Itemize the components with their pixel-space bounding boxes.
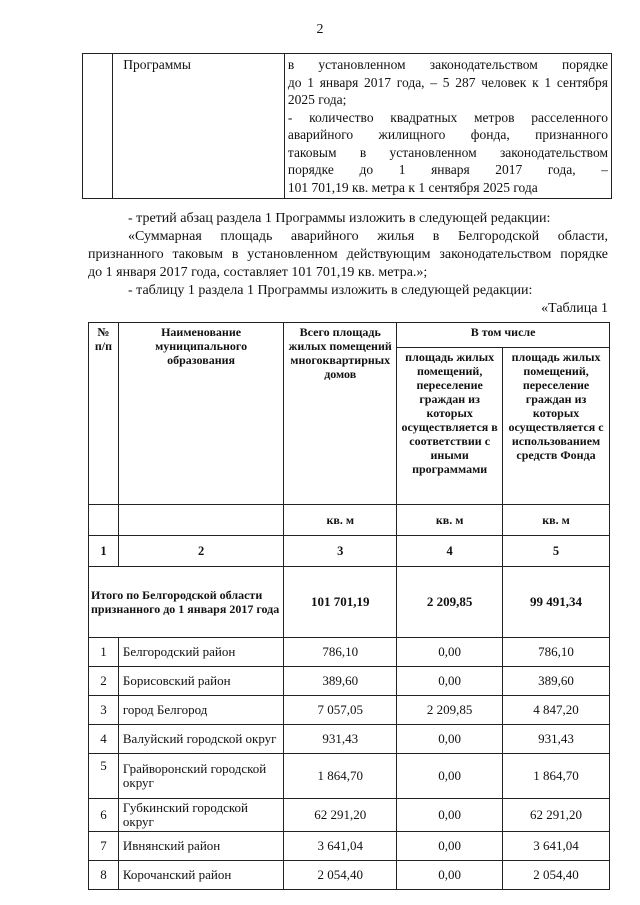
row-number: 6: [89, 799, 119, 832]
row-other: 0,00: [397, 832, 503, 861]
row-number: 5: [89, 754, 119, 799]
index-cell: 5: [503, 536, 610, 567]
row-name: Белгородский район: [118, 638, 283, 667]
header-fund: площадь жилых помещений, переселение граждан из которых осуществляется с использованием средств Фонда: [503, 348, 610, 505]
row-total: 1 864,70: [284, 754, 397, 799]
row-name: Губкинский городской округ: [118, 799, 283, 832]
row-other: 0,00: [397, 667, 503, 696]
paragraph-line: признанного таковым в установленном действующим законодательством порядке: [88, 247, 608, 262]
table-row: [89, 667, 610, 696]
table-row: [89, 832, 610, 861]
row-number: 2: [89, 667, 119, 696]
row-fund: 2 054,40: [503, 861, 610, 890]
row-total: 931,43: [284, 725, 397, 754]
program-continuation-table: [82, 53, 612, 199]
total-row-other: 2 209,85: [397, 567, 503, 638]
unit-cell: кв. м: [284, 505, 397, 536]
row-name: Ивнянский район: [118, 832, 283, 861]
header-name: Наименование муниципального образования: [118, 323, 283, 505]
text-line: порядке до 1 января 2017 года, –: [287, 162, 608, 177]
header-including: В том числе: [397, 323, 610, 348]
row-name: Валуйский городской округ: [118, 725, 283, 754]
row-fund: 389,60: [503, 667, 610, 696]
row-other: 0,00: [397, 861, 503, 890]
header-total: Всего площадь жилых помещений многоквартирных домов: [284, 323, 397, 505]
paragraph-line: «Суммарная площадь аварийного жилья в Белгородской области,: [128, 229, 608, 244]
header-num: № п/п: [89, 323, 119, 505]
text-line: аварийного жилищного фонда, признанного: [287, 127, 608, 142]
total-row-fund: 99 491,34: [503, 567, 610, 638]
row-fund: 786,10: [503, 638, 610, 667]
row-total: 3 641,04: [284, 832, 397, 861]
program-text: [284, 54, 611, 199]
row-total: 7 057,05: [284, 696, 397, 725]
row-total: 62 291,20: [284, 799, 397, 832]
table-row: [89, 861, 610, 890]
index-cell: 1: [89, 536, 119, 567]
text-line: 101 701,19 кв. метра к 1 сентября 2025 года: [287, 179, 538, 195]
unit-cell: кв. м: [397, 505, 503, 536]
paragraph-quote: [88, 228, 608, 282]
row-number: 1: [89, 638, 119, 667]
paragraph-table-instruction: - таблицу 1 раздела 1 Программы изложить в следующей редакции:: [128, 283, 533, 298]
table-row: [89, 725, 610, 754]
table-row: [89, 638, 610, 667]
row-other: 0,00: [397, 754, 503, 799]
unit-empty: [118, 505, 283, 536]
text-line: - количество квадратных метров расселенного: [287, 109, 608, 125]
row-name: город Белгород: [118, 696, 283, 725]
unit-cell: кв. м: [503, 505, 610, 536]
text-line: до 1 января 2017 года, – 5 287 человек к 1 сентября: [287, 74, 608, 90]
row-fund: 62 291,20: [503, 799, 610, 832]
index-cell: 4: [397, 536, 503, 567]
housing-area-table: [88, 322, 610, 890]
total-row-total: 101 701,19: [284, 567, 397, 638]
text-line: в установленном законодательством порядке: [287, 57, 608, 72]
table-caption: «Таблица 1: [541, 301, 608, 316]
header-other-programs: площадь жилых помещений, переселение граждан из которых осуществляется в соответствии с иными программами: [397, 348, 503, 505]
table-row: [89, 754, 610, 799]
index-cell: 3: [284, 536, 397, 567]
row-fund: 4 847,20: [503, 696, 610, 725]
page-number: 2: [316, 22, 324, 37]
text-line: 2025 года;: [287, 92, 347, 107]
table-row: [89, 696, 610, 725]
program-label: Программы: [113, 54, 285, 199]
row-fund: 1 864,70: [503, 754, 610, 799]
table-row: [89, 799, 610, 832]
paragraph-line: до 1 января 2017 года, составляет 101 701,19 кв. метра.»;: [88, 265, 428, 280]
row-name: Грайворонский городской округ: [118, 754, 283, 799]
row-other: 0,00: [397, 799, 503, 832]
row-number: 8: [89, 861, 119, 890]
row-name: Борисовский район: [118, 667, 283, 696]
row-number: 7: [89, 832, 119, 861]
empty-cell: [83, 54, 113, 199]
text-line: таковым в установленном законодательством: [287, 144, 608, 160]
row-name: Корочанский район: [118, 861, 283, 890]
row-total: 2 054,40: [284, 861, 397, 890]
row-total: 389,60: [284, 667, 397, 696]
row-other: 0,00: [397, 725, 503, 754]
row-other: 0,00: [397, 638, 503, 667]
paragraph-third-abzac: - третий абзац раздела 1 Программы изложить в следующей редакции:: [128, 211, 551, 226]
total-row-label: Итого по Белгородской области признанного до 1 января 2017 года: [89, 567, 284, 638]
row-fund: 931,43: [503, 725, 610, 754]
row-other: 2 209,85: [397, 696, 503, 725]
unit-empty: [89, 505, 119, 536]
row-number: 4: [89, 725, 119, 754]
row-total: 786,10: [284, 638, 397, 667]
row-fund: 3 641,04: [503, 832, 610, 861]
row-number: 3: [89, 696, 119, 725]
index-cell: 2: [118, 536, 283, 567]
